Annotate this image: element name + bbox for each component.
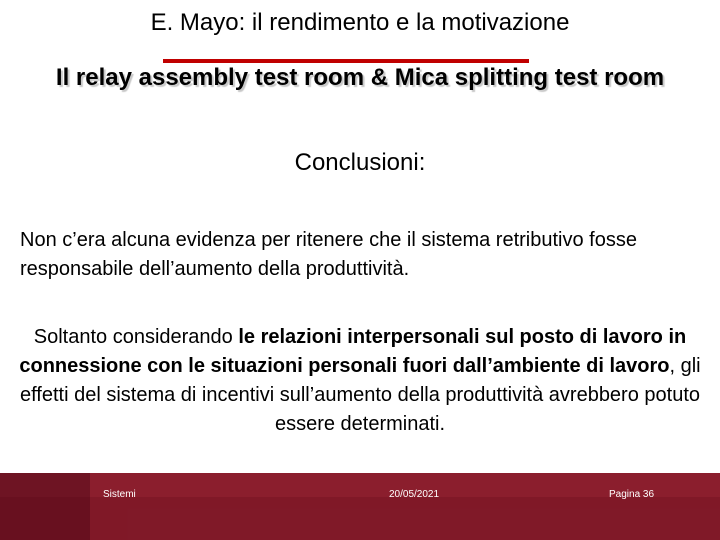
- paragraph-2-tail: , gli effetti del sistema di incentivi sull’aumento della produttività avrebbero potuto essere determinati.: [19, 355, 701, 435]
- paragraph-2: [10, 323, 710, 439]
- footer-shade: [0, 497, 720, 540]
- footer-page-number: Pagina 36: [609, 489, 655, 500]
- paragraph-2-lead: Soltanto considerando: [33, 326, 239, 348]
- conclusion-heading-text: Conclusioni:: [294, 149, 426, 176]
- conclusion-heading: [0, 148, 720, 178]
- footer-course-label: Sistemi: [103, 489, 136, 500]
- footer-date: 20/05/2021: [389, 489, 440, 500]
- paragraph-2-bold: le relazioni interpersonali sul posto di lavoro in connessione con le situazioni personali fuori dall’ambiente di lavoro: [19, 326, 687, 377]
- paragraph-1: Non c’era alcuna evidenza per ritenere che il sistema retributivo fosse responsabile dell’aumento della produttività.: [20, 229, 637, 280]
- slide-subtitle: Il relay assembly test room & Mica splitting test room: [55, 64, 665, 91]
- slide-title: E. Mayo: il rendimento e la motivazione: [150, 9, 570, 36]
